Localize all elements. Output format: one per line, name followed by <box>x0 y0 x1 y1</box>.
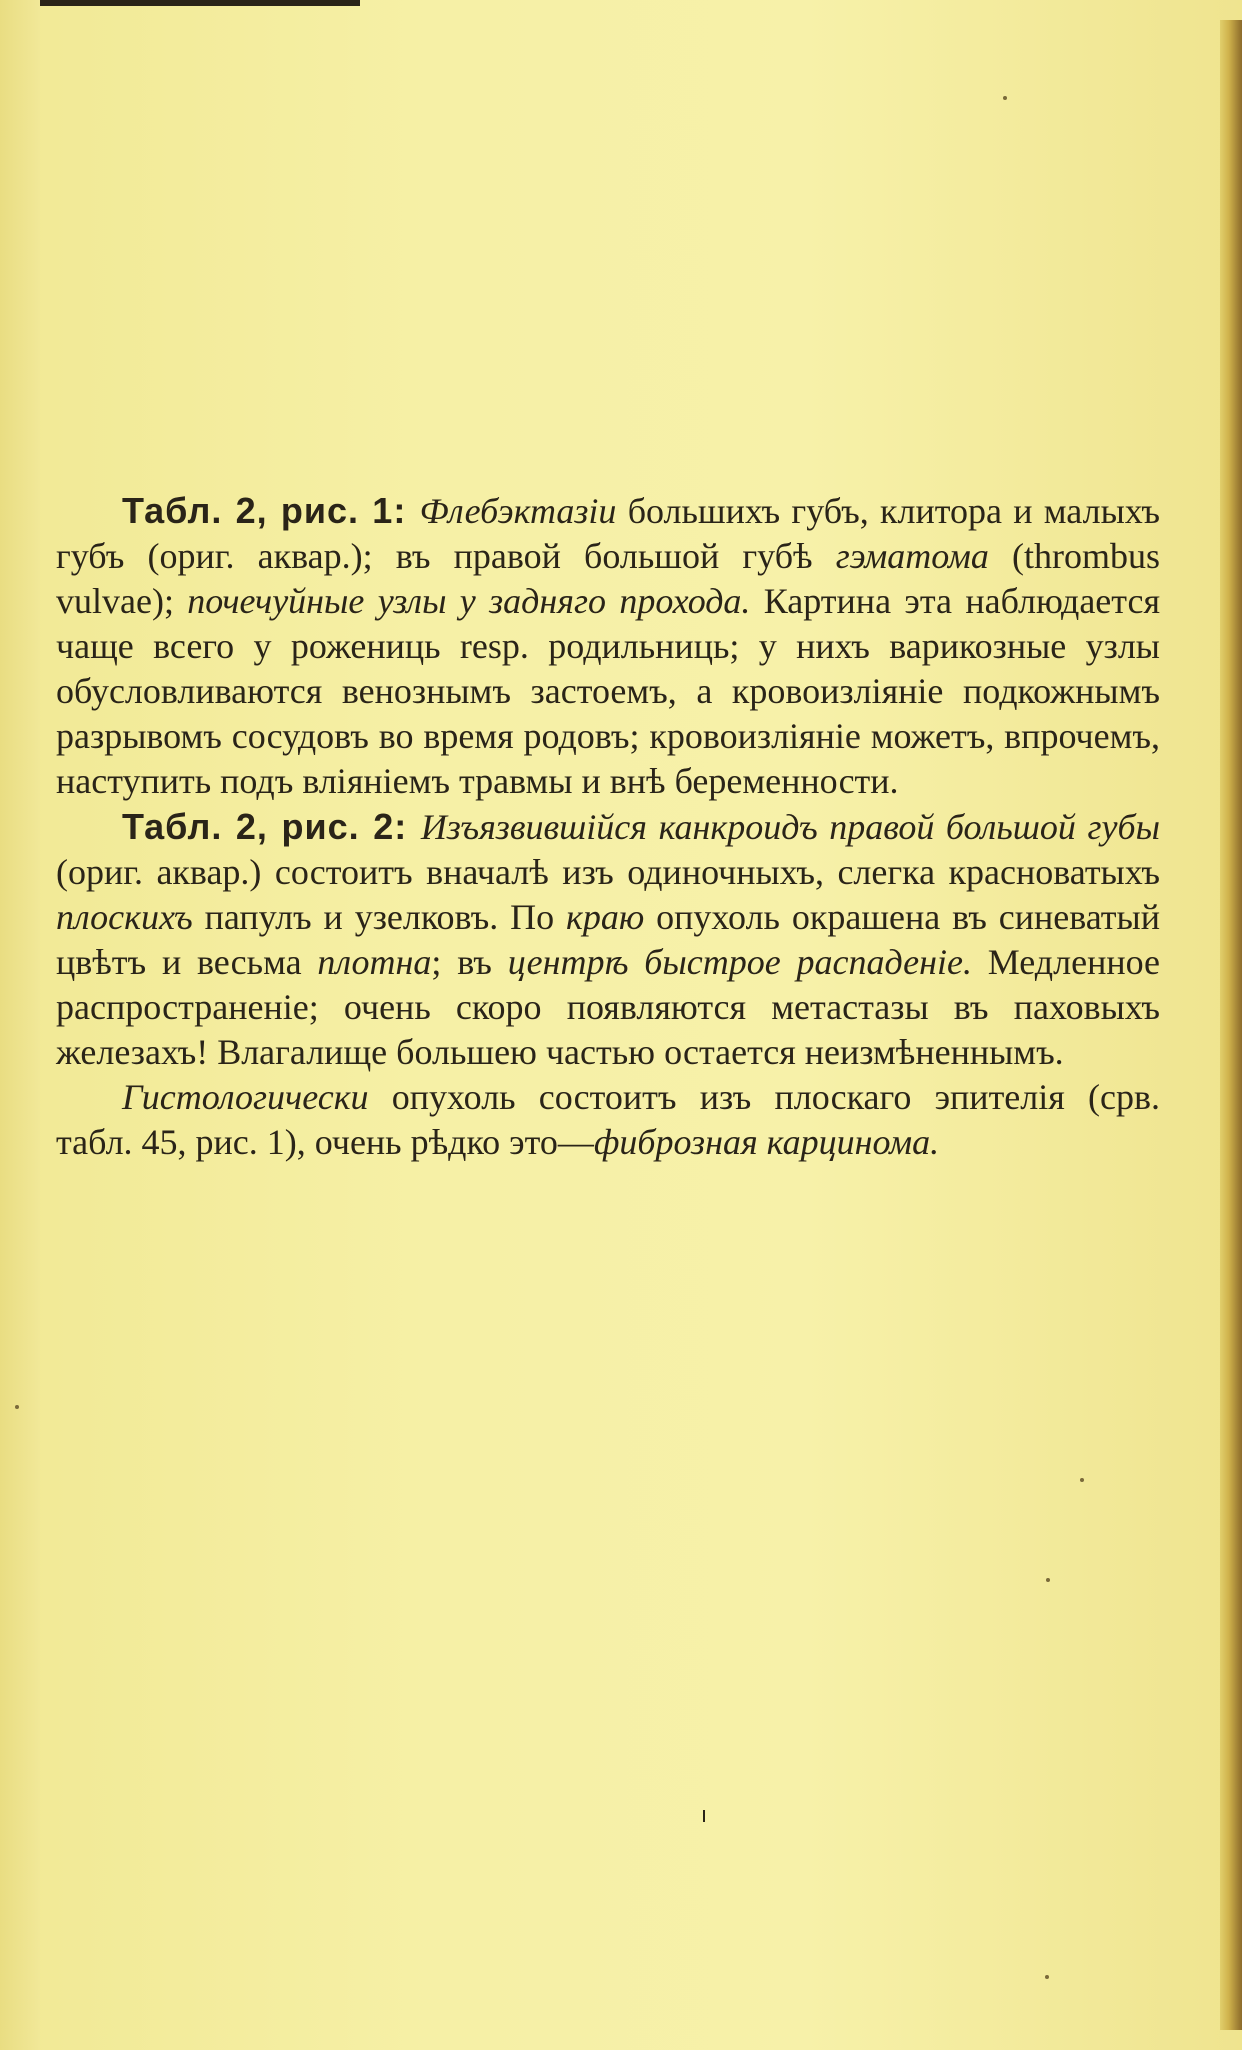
term-phlebectasia: Флебэктазiи <box>419 491 617 531</box>
term-central-decay: центрѣ быстрое распаденiе. <box>507 942 972 982</box>
paper-speck <box>1080 1478 1084 1482</box>
text-segment: (thrombus vulvae); <box>56 536 1160 621</box>
text-segment: Медленное распространенiе; очень скоро появляются метастазы въ паховыхъ железахъ! Влагалище большею частью остается неизмѣненнымъ. <box>56 942 1161 1072</box>
paper-speck <box>1046 1578 1050 1582</box>
paragraph-histology <box>56 1075 1160 1165</box>
term-histologically: Гистологически <box>122 1077 369 1117</box>
text-segment: большихъ губъ, клитора и малыхъ губъ (ориг. аквар.); въ правой большой губѣ <box>56 491 1160 576</box>
text-segment: опухоль окрашена въ синеватый цвѣтъ и весьма <box>56 897 1160 982</box>
text-segment: (ориг. аквар.) состоитъ вначалѣ изъ одиночныхъ, слегка красноватыхъ <box>56 852 1160 892</box>
top-rule <box>40 0 360 6</box>
term-cancroid: Изъязвившiйся канкроидъ правой большой губы <box>420 807 1160 847</box>
term-hematoma: гэматома <box>835 536 989 576</box>
page-mark <box>703 1810 705 1822</box>
text-segment: опухоль состоитъ изъ плоскаго эпителiя (срв. табл. 45, рис. 1), очень рѣдко это— <box>56 1077 1160 1162</box>
text-segment: папулъ и узелковъ. По <box>192 897 567 937</box>
text-segment: ; въ <box>431 942 508 982</box>
paragraph-tab2-fig1 <box>56 488 1160 804</box>
page-left-edge <box>0 0 40 2050</box>
text-segment: Картина эта наблюдается чаще всего у рожениць resp. родильниць; у нихъ варикозные узлы обусловливаются венознымъ застоемъ, а кровоизлiянiе подкожнымъ разрывомъ сосудовъ во время родовъ; кровоизлiянiе можетъ, впрочемъ, наступить подъ влiянiемъ травмы и внѣ беременности. <box>56 581 1160 801</box>
figure-reference: Табл. 2, рис. 1: <box>122 490 420 531</box>
figure-reference: Табл. 2, рис. 2: <box>122 806 421 847</box>
paragraph-tab2-fig2 <box>56 804 1160 1075</box>
paper-speck <box>1003 96 1007 100</box>
page-right-edge <box>1220 20 1242 2030</box>
paper-speck <box>15 1405 19 1409</box>
term-edge: краю <box>566 897 645 937</box>
term-fibrous-carcinoma: фиброзная карцинома. <box>593 1122 940 1162</box>
term-flat: плоскихъ <box>56 897 193 937</box>
term-hemorrhoids: почечуйные узлы у задняго прохода. <box>187 581 751 621</box>
term-dense: плотна <box>317 942 432 982</box>
caption-text <box>56 488 1160 1165</box>
paper-speck <box>1045 1975 1049 1979</box>
